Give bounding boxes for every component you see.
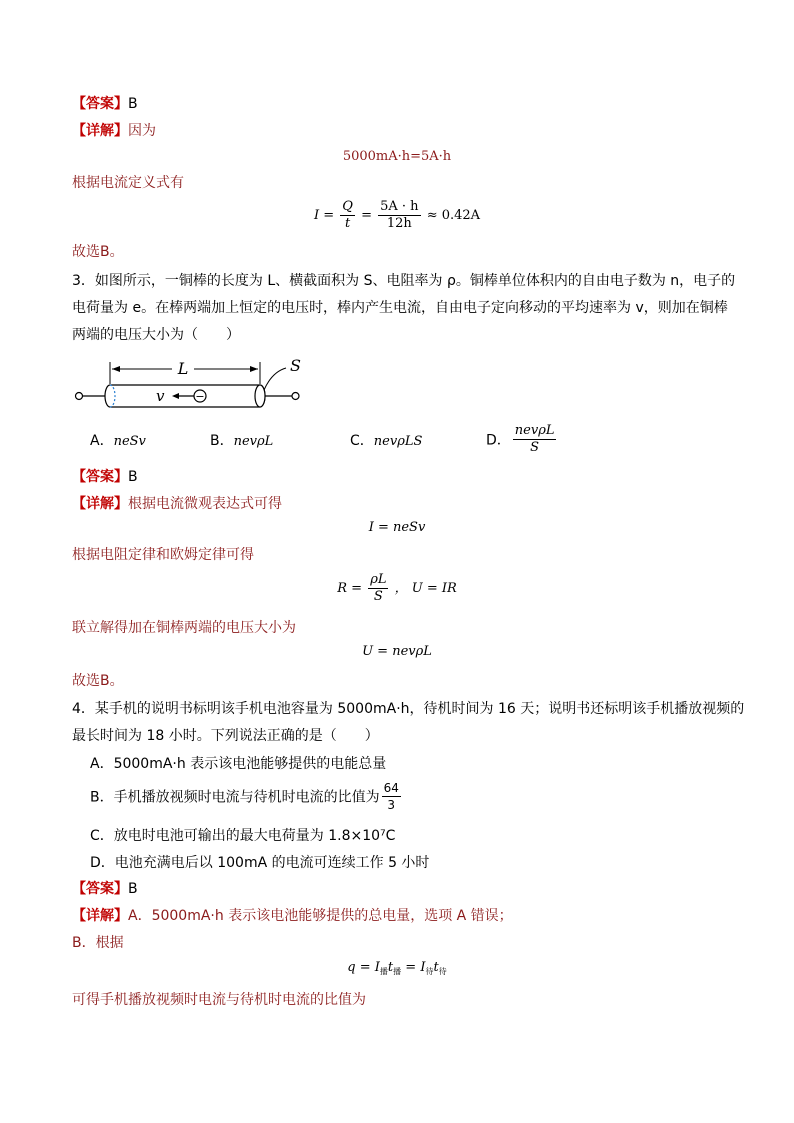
q3-option-a: A．neSv xyxy=(90,433,146,449)
q4-stem-line-2: 最长时间为 18 小时。下列说法正确的是（ ） xyxy=(72,728,379,744)
q4-answer-line xyxy=(72,879,138,899)
fraction: $\frac{Q}{t}$ xyxy=(342,199,353,231)
q4-line-3: 可得手机播放视频时电流与待机时电流的比值为 xyxy=(72,992,366,1008)
detail-tag: 【详解】 xyxy=(72,908,128,924)
answer-tag: 【答案】 xyxy=(72,881,128,897)
q4-equation-1: $q = I_播t_播 = I_待t_待$ xyxy=(347,960,447,976)
q3-option-b: B．nevρL xyxy=(210,433,274,449)
q4-option-a: A．5000mA·h 表示该电池能够提供的电能总量 xyxy=(90,756,387,772)
q2-equation-1: 5000mA·h=5A·h xyxy=(342,149,452,164)
q3-detail-line xyxy=(72,494,282,514)
detail-tag: 【详解】 xyxy=(72,496,128,512)
q3-stem-line-2: 电荷量为 e。在棒两端加上恒定的电压时，棒内产生电流，自由电子定向移动的平均速率为 v，则加在铜棒 xyxy=(72,300,728,316)
detail-tag: 【详解】 xyxy=(72,123,128,139)
q4-stem-line-1: 4．某手机的说明书标明该手机电池容量为 5000mA·h，待机时间为 16 天；说明书还标明该手机播放视频的 xyxy=(72,701,745,717)
q2-conclusion: 故选B。 xyxy=(72,244,124,260)
q3-line-2: 根据电阻定律和欧姆定律可得 xyxy=(72,547,254,563)
label-S: S xyxy=(290,356,301,375)
detail-text: 根据电流微观表达式可得 xyxy=(128,496,282,512)
electron-icon: − xyxy=(195,390,205,403)
fraction: $\frac{64}{3}$ xyxy=(383,781,399,812)
q3-answer-line xyxy=(72,467,138,487)
q3-stem-line-1: 3．如图所示，一铜棒的长度为 L、横截面积为 S、电阻率为 ρ。铜棒单位体积内的自由电子数为 n，电子的 xyxy=(72,273,736,289)
fraction: $\frac{\rho L}{S}$ xyxy=(370,572,387,604)
q3-option-d: D． $\frac{\text{nevρL}}{S}$ xyxy=(486,423,555,455)
detail-text: 因为 xyxy=(128,123,156,139)
q3-line-3: 联立解得加在铜棒两端的电压大小为 xyxy=(72,620,296,636)
q4-option-c: C．放电时电池可输出的最大电荷量为 1.8×10⁷C xyxy=(90,828,396,844)
q4-option-d: D．电池充满电后以 100mA 的电流可连续工作 5 小时 xyxy=(90,855,430,871)
q2-equation-2: I = $\frac{Q}{t}$ = $\frac{5A \cdot h}{12h}$ ≈ 0.42A xyxy=(313,199,481,231)
answer-value: B xyxy=(128,881,138,897)
fraction: $\frac{5A \cdot h}{12h}$ xyxy=(380,199,419,231)
label-L: L xyxy=(177,359,189,378)
detail-text: A．5000mA·h 表示该电池能够提供的总电量，选项 A 错误； xyxy=(128,908,513,924)
fraction: $\frac{\text{nevρL}}{S}$ xyxy=(514,423,555,455)
label-v: v xyxy=(156,387,165,405)
copper-rod-figure xyxy=(70,352,310,414)
q2-detail-line xyxy=(72,121,156,141)
q4-option-b: B．手机播放视频时电流与待机时电流的比值为 $\frac{64}{3}$ xyxy=(90,781,399,812)
answer-value: B xyxy=(128,96,138,112)
q3-equation-1: I = neSv xyxy=(368,520,426,535)
q4-detail-line xyxy=(72,906,513,926)
q2-line-2: 根据电流定义式有 xyxy=(72,175,184,191)
q2-answer-line xyxy=(72,94,138,114)
answer-tag: 【答案】 xyxy=(72,96,128,112)
q3-option-c: C．nevρLS xyxy=(350,433,423,449)
q4-line-2: B．根据 xyxy=(72,935,124,951)
q3-equation-2: R = $\frac{\rho L}{S}$ ， U = IR xyxy=(337,572,457,604)
answer-tag: 【答案】 xyxy=(72,469,128,485)
q3-conclusion: 故选B。 xyxy=(72,673,124,689)
q3-equation-3: U = nevρL xyxy=(362,644,432,659)
answer-value: B xyxy=(128,469,138,485)
q3-stem-line-3: 两端的电压大小为（ ） xyxy=(72,327,240,343)
